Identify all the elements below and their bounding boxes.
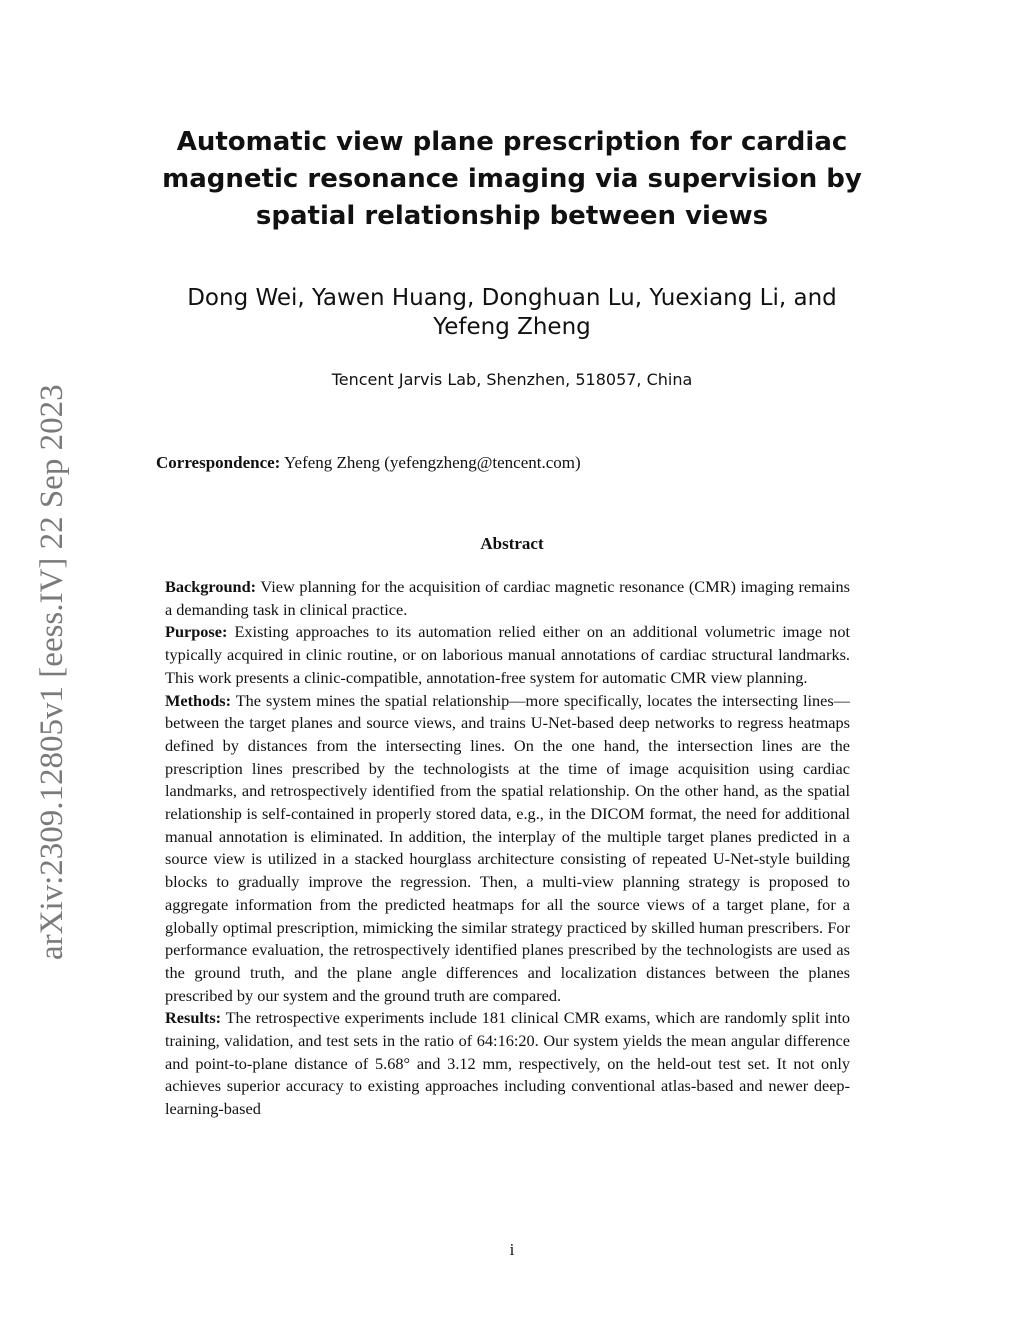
abstract-background-label: Background: [165,577,257,596]
abstract-purpose-text: Existing approaches to its automation relied either on an additional volumetric image not typically acquired in clinic routine, or on laborious manual annotations of cardiac structural landmarks. This work presents a clinic-compatible, annotation-free system for automatic CMR view planning. [165,622,850,687]
abstract-purpose [165,621,850,689]
abstract-results-text: The retrospective experiments include 181 clinical CMR exams, which are randomly split into training, validation, and test sets in the ratio of 64:16:20. Our system yields the mean angular difference and point-to-plane distance of 5.68° and 3.12 mm, respectively, on the held-out test set. It not only achieves superior accuracy to existing approaches including conventional atlas-based and newer deep-learning-based [165,1008,850,1119]
paper-affiliation: Tencent Jarvis Lab, Shenzhen, 518057, China [331,370,693,389]
abstract-heading: Abstract [480,534,544,553]
arxiv-identifier-stamp: arXiv:2309.12805v1 [eess.IV] 22 Sep 2023 [34,384,70,960]
paper-title: Automatic view plane prescription for cardiac magnetic resonance imaging via supervision by spatial relationship between views [162,127,862,231]
abstract-results [165,1007,850,1121]
page-number: i [509,1240,515,1259]
abstract-purpose-label: Purpose: [165,622,228,642]
abstract-body [165,576,850,1121]
abstract-background [165,576,850,621]
correspondence-label: Correspondence: [156,453,281,472]
abstract-methods-text: The system mines the spatial relationship—more specifically, locates the intersecting lines—between the target planes and source views, and trains U-Net-based deep networks to regress heatmaps defined by distances from the intersecting lines. On the one hand, the intersection lines are the prescription lines prescribed by the technologists at the time of image acquisition using cardiac landmarks, and retrospectively identified from the spatial relationship. On the other hand, as the spatial relationship is self-contained in properly stored data, e.g., in the DICOM format, the need for additional manual annotation is eliminated. In addition, the interplay of the multiple target planes predicted in a source view is utilized in a stacked hourglass architecture consisting of repeated U-Net-style building blocks to gradually improve the regression. Then, a multi-view planning strategy is proposed to aggregate information from the predicted heatmaps for all the source views of a target plane, for a globally optimal prescription, mimicking the similar strategy practiced by skilled human prescribers. For performance evaluation, the retrospectively identified planes prescribed by the technologists are used as the ground truth, and the plane angle differences and localization distances between the planes prescribed by our system and the ground truth are compared. [165,690,850,1005]
abstract-methods [165,690,850,1008]
abstract-results-label: Results: [165,1008,222,1028]
abstract-methods-label: Methods: [165,690,232,710]
abstract-background-text: View planning for the acquisition of cardiac magnetic resonance (CMR) imaging remains a demanding task in clinical practice. [165,577,850,619]
correspondence-text: Yefeng Zheng (yefengzheng@tencent.com) [283,453,581,472]
correspondence-line [156,452,876,474]
paper-authors: Dong Wei, Yawen Huang, Donghuan Lu, Yuexiang Li, and Yefeng Zheng [187,285,837,340]
